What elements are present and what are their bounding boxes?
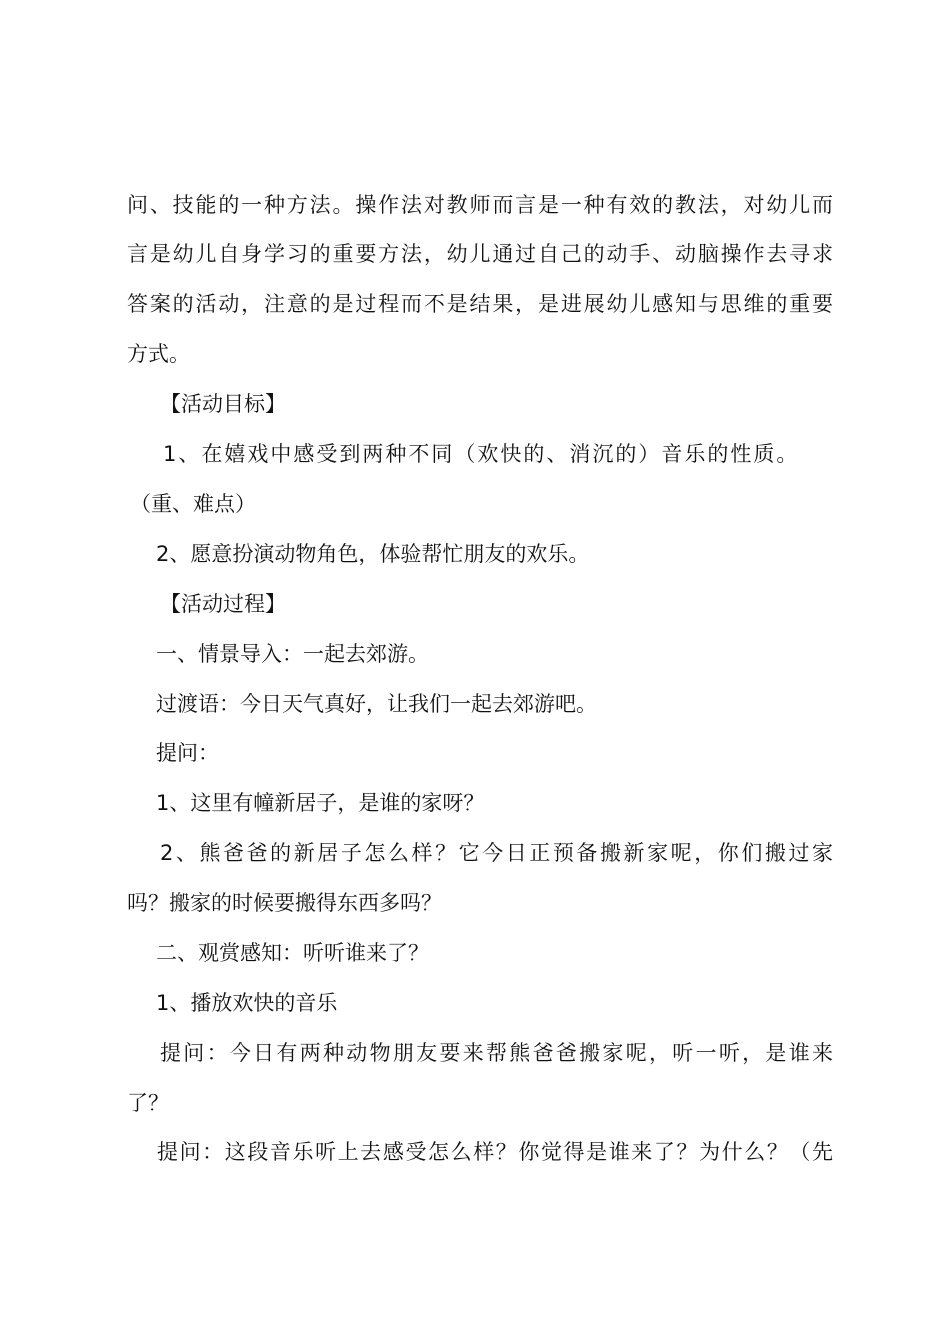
prompt-2-line-1: 提问：这段音乐听上去感受怎么样？你觉得是谁来了？为什么？（先 [157, 1140, 833, 1164]
section-heading-process: 【活动过程】 [160, 592, 286, 616]
prompt-1-line-1: 提问：今日有两种动物朋友要来帮熊爸爸搬家呢，听一听，是谁来 [160, 1041, 833, 1065]
paragraph-1-line-4: 方式。 [127, 342, 190, 366]
goal-1-line-2: （重、难点） [130, 492, 256, 516]
goal-2: 2、愿意扮演动物角色，体验帮忙朋友的欢乐。 [156, 542, 590, 566]
step-two-title: 二、观赏感知：听听谁来了？ [156, 941, 429, 965]
question-2-line-1: 2、熊爸爸的新居子怎么样？它今日正预备搬新家呢，你们搬过家 [160, 841, 833, 865]
question-label: 提问： [156, 741, 219, 765]
transition-text: 过渡语：今日天气真好，让我们一起去郊游吧。 [156, 692, 597, 716]
paragraph-1-line-2: 言是幼儿自身学习的重要方法，幼儿通过自己的动手、动脑操作去寻求 [127, 242, 833, 266]
step-one-title: 一、情景导入：一起去郊游。 [156, 642, 429, 666]
goal-1-line-1: 1、在嬉戏中感受到两种不同（欢快的、消沉的）音乐的性质。 [163, 442, 800, 466]
section-heading-goals: 【活动目标】 [160, 392, 286, 416]
play-music-item: 1、播放欢快的音乐 [156, 991, 338, 1015]
question-2-line-2: 吗？搬家的时候要搬得东西多吗？ [127, 891, 442, 915]
prompt-1-line-2: 了？ [127, 1091, 169, 1115]
question-1: 1、这里有幢新居子，是谁的家呀？ [156, 791, 485, 815]
paragraph-1-line-1: 问、技能的一种方法。操作法对教师而言是一种有效的教法，对幼儿而 [127, 193, 833, 217]
paragraph-1-line-3: 答案的活动，注意的是过程而不是结果，是进展幼儿感知与思维的重要 [127, 292, 833, 316]
